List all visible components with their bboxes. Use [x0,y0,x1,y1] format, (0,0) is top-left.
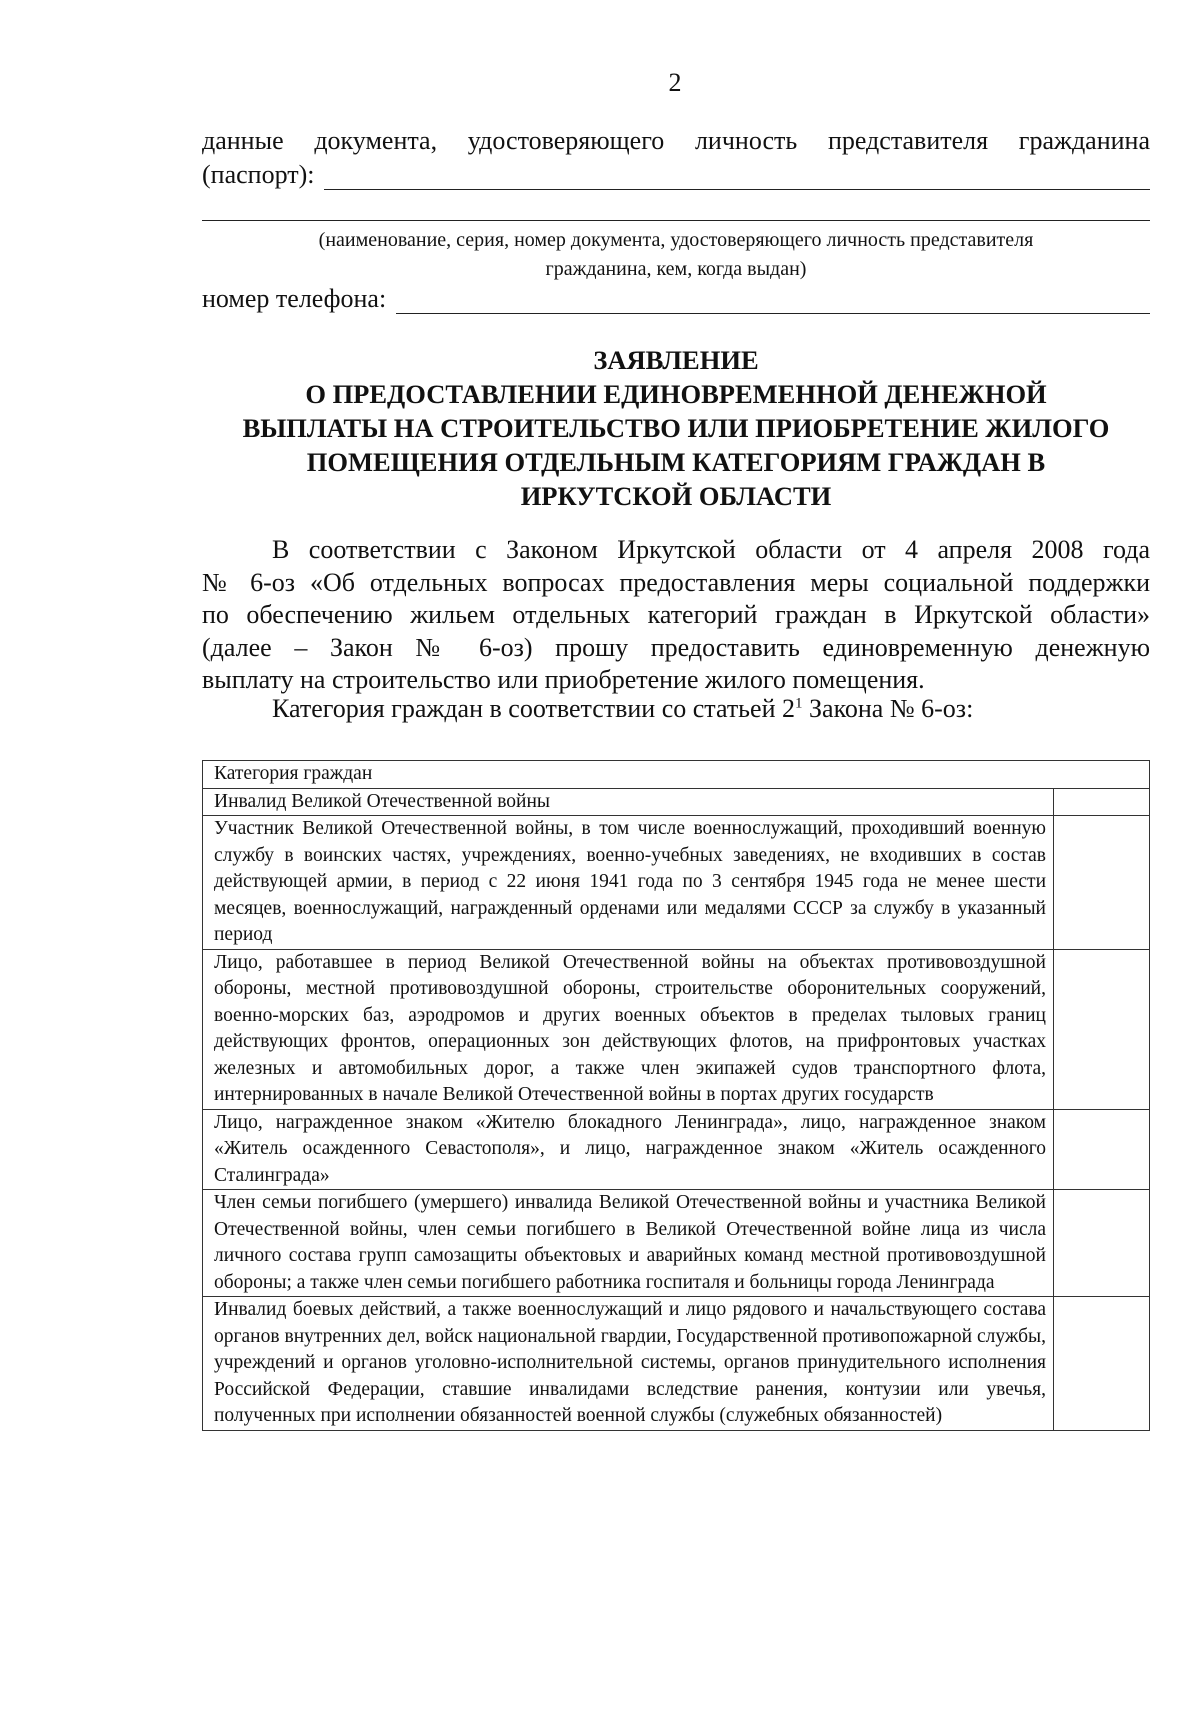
passport-input-line[interactable] [324,167,1150,190]
table-row [203,1109,1150,1190]
passport-field[interactable] [202,160,1150,190]
category-checkbox[interactable] [1054,1109,1150,1190]
category-cell: Инвалид Великой Отечественной войны [203,788,1054,816]
category-intro-text: Категория граждан в соответствии со статьей 2 [272,694,795,723]
category-cell: Лицо, работавшее в период Великой Отечественной войны на объектах противовоздушной обороны, местной противовоздушной обороны, строительстве оборонительных сооружений, военно-морских баз, аэродромов и других военных объектов в пределах тыловых границ действующих фронтов, операционных зон действующих флотов, на прифронтовых участках железных и автомобильных дорог, а также член экипажей судов транспортного флота, интернированных в начале Великой Отечественной войны в портах других государств [203,949,1054,1109]
table-header-cell: Категория граждан [203,761,1054,789]
category-intro [272,694,973,724]
table-row [203,949,1150,1109]
category-cell: Лицо, награжденное знаком «Жителю блокадного Ленинграда», лицо, награжденное знаком «Житель осажденного Севастополя», и лицо, награжденное знаком «Житель осажденного Сталинграда» [203,1109,1054,1190]
category-checkbox[interactable] [1054,1297,1150,1431]
phone-input-line[interactable] [396,291,1150,314]
phone-field[interactable] [202,284,1150,314]
paragraph-line-5: выплату на строительство или приобретение жилого помещения. [202,665,925,695]
category-checkbox[interactable] [1054,949,1150,1109]
page-number: 2 [668,68,682,97]
passport-caption-line-2: гражданина, кем, когда выдан) [545,258,807,280]
title-line-2: О ПРЕДОСТАВЛЕНИИ ЕДИНОВРЕМЕННОЙ ДЕНЕЖНОЙ [305,379,1047,409]
category-cell: Инвалид боевых действий, а также военнослужащий и лицо рядового и начальствующего состава органов внутренних дел, войск национальной гвардии, Государственной противопожарной службы, учреждений и органов уголовно-исполнительной системы, органов принудительного исполнения Российской Федерации, ставшие инвалидами вследствие ранения, контузии или увечья, полученных при исполнении обязанностей военной службы (служебных обязанностей) [203,1297,1054,1431]
category-checkbox[interactable] [1054,788,1150,816]
passport-caption [202,226,1150,284]
paragraph-line-4: (далее – Закон № 6-оз) прошу предоставить единовременную денежную [202,632,1150,662]
category-checkbox[interactable] [1054,816,1150,950]
category-cell: Член семьи погибшего (умершего) инвалида Великой Отечественной войны и участника Великой Отечественной войны, член семьи погибшего в Великой Отечественной войне лица из числа личного состава групп самозащиты объектовых и аварийных команд местной противовоздушной обороны; а также член семьи погибшего работника госпиталя и больницы города Ленинграда [203,1190,1054,1297]
application-paragraph [202,534,1150,697]
category-cell: Участник Великой Отечественной войны, в том числе военнослужащий, проходивший военную службу в воинских частях, учреждениях, военно-учебных заведениях, не входивших в состав действующей армии, в период с 22 июня 1941 года по 3 сентября 1945 года не менее шести месяцев, военнослужащий, награжденный орденами или медалями СССР за службу в указанный период [203,816,1054,950]
table-row [203,1190,1150,1297]
title-line-5: ИРКУТСКОЙ ОБЛАСТИ [520,481,832,511]
phone-label: номер телефона: [202,284,387,313]
article-superscript: 1 [795,695,803,712]
paragraph-line-1: В соответствии с Законом Иркутской области от 4 апреля 2008 года [272,535,1150,564]
paragraph-line-2: № 6-оз «Об отдельных вопросах предоставления меры социальной поддержки [202,567,1150,597]
table-header-mark-cell [1054,761,1150,789]
title-line-4: ПОМЕЩЕНИЯ ОТДЕЛЬНЫМ КАТЕГОРИЯМ ГРАЖДАН В [306,447,1046,477]
title-line-1: ЗАЯВЛЕНИЕ [593,345,759,375]
category-intro-suffix: Закона № 6-оз: [802,694,974,723]
title-line-3: ВЫПЛАТЫ НА СТРОИТЕЛЬСТВО ИЛИ ПРИОБРЕТЕНИЕ ЖИЛОГО [242,413,1110,443]
table-row [203,816,1150,950]
category-checkbox[interactable] [1054,1190,1150,1297]
passport-caption-line-1: (наименование, серия, номер документа, удостоверяющего личность представителя [318,229,1034,251]
representative-document-line: данные документа, удостоверяющего личность представителя гражданина [202,126,1150,155]
category-table [202,760,1150,1431]
table-row [203,1297,1150,1431]
table-row [203,788,1150,816]
passport-continuation-line[interactable] [202,220,1150,221]
table-header-row [203,761,1150,789]
passport-label: (паспорт): [202,160,315,189]
paragraph-line-3: по обеспечению жильем отдельных категорий граждан в Иркутской области» [202,600,1150,630]
application-title [202,343,1150,513]
